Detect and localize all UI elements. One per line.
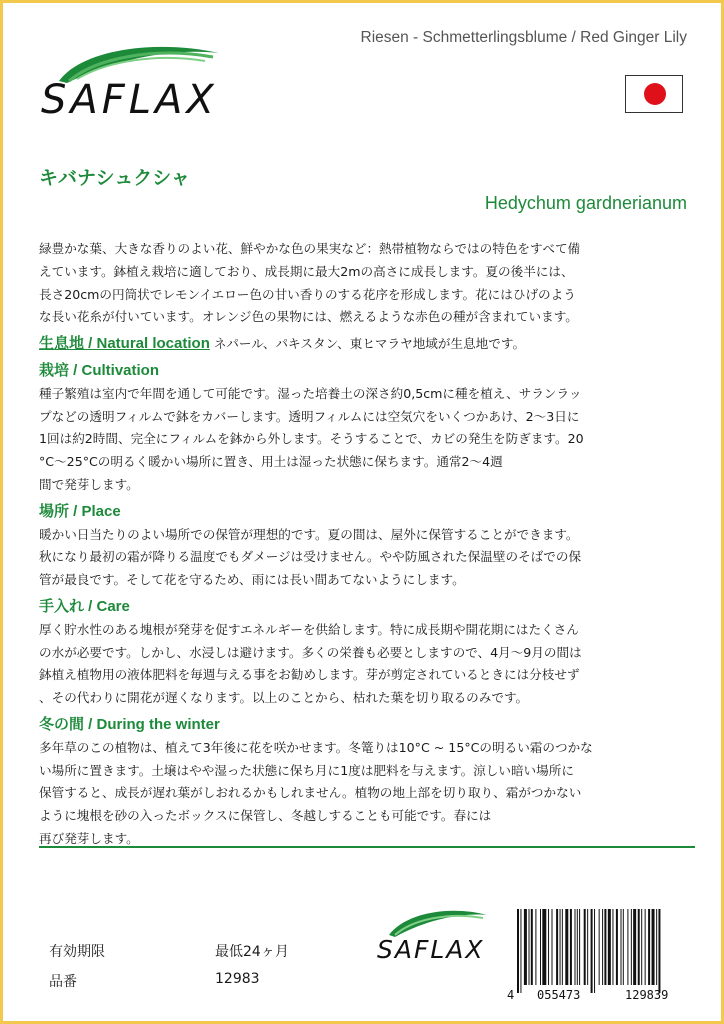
ean-barcode: [505, 909, 697, 1003]
barcode-bar: [648, 909, 650, 985]
barcode-bar: [612, 909, 613, 985]
japan-flag-icon: [625, 75, 683, 113]
barcode-bar: [604, 909, 606, 985]
product-title: Riesen - Schmetterlingsblume / Red Ginger Lily: [360, 29, 687, 46]
section-line: 、その代わりに開花が遅くなります。以上のことから、枯れた葉を切り取るのみです。: [39, 690, 529, 706]
barcode-bar: [584, 909, 586, 985]
barcode-bar: [540, 909, 541, 985]
care-section: [39, 596, 695, 710]
section-line: 多年草のこの植物は、植えて3年後に花を咲かせます。冬篭りは10°C ~ 15°Cの明るい霜のつかな: [39, 739, 593, 755]
section-line: 1回は約2時間、完全にフィルムを鉢から外します。そうすることで、カビの発生を防ぎます。20: [39, 431, 584, 447]
section-line: い場所に置きます。土壌はやや湿った状態に保ち月に1度は肥料を与えます。涼しい暗い場所に: [39, 762, 574, 778]
intro-line: 長さ20cmの円筒状でレモンイエロー色の甘い香りのする花序を形成します。花にはひげのよう: [39, 286, 576, 302]
barcode-bar: [599, 909, 600, 985]
barcode-bar: [575, 909, 576, 985]
section-line: 間で発芽します。: [39, 476, 139, 492]
barcode-bar: [542, 909, 546, 985]
divider-line: [39, 846, 695, 848]
saflax-logo-small: [375, 905, 495, 975]
flag-disc: [644, 83, 666, 105]
barcode-bar: [552, 909, 553, 985]
barcode-bar: [535, 909, 536, 985]
barcode-bar: [577, 909, 578, 985]
barcode-left-group: 055473: [537, 988, 581, 1002]
section-line: 種子繁殖は室内で年間を通して可能です。湿った培養土の深さ約0,5cmに種を植え、サランラッ: [39, 385, 582, 401]
barcode-bar: [602, 909, 603, 985]
section-line: 管が最良です。そして花を守るため、雨には長い間あてないようにします。: [39, 572, 465, 588]
natural-location-section: [39, 333, 695, 356]
item-number-label: 品番: [49, 974, 77, 990]
barcode-bar: [608, 909, 611, 985]
barcode-bar: [556, 909, 558, 985]
section-line: 鉢植え植物用の液体肥料を毎週与える事をお勧めします。芽が剪定されているときには分枝せず: [39, 667, 580, 683]
section-line: 保管すると、成長が遅れ葉がしおれるかもしれません。植物の地上部を切り取り、霜がつかない: [39, 785, 582, 801]
barcode-bar: [531, 909, 533, 985]
section-line: °C～25°Cの明るく暖かい場所に置き、用土は湿った状態に保ちます。通常2～4週: [39, 454, 503, 470]
plant-name-latin: Hedychum gardnerianum: [484, 193, 687, 213]
section-line: プなどの透明フィルムで鉢をカバーします。透明フィルムには空気穴をいくつかあけ、2～3日に: [39, 408, 580, 424]
barcode-bar: [579, 909, 580, 985]
barcode-bar: [627, 909, 628, 985]
barcode-bar: [594, 909, 595, 993]
barcode-bar: [656, 909, 657, 985]
care-heading: 手入れ / Care: [39, 597, 130, 615]
barcode-bar: [560, 909, 561, 985]
intro-line: な長い花糸が付いています。オレンジ色の果物には、燃えるような赤色の種が含まれています。: [39, 309, 578, 325]
expiry-value: 最低24ヶ月: [215, 944, 289, 960]
barcode-bar: [631, 909, 632, 985]
expiry-label: 有効期限: [49, 944, 105, 960]
place-heading: 場所 / Place: [39, 502, 121, 520]
barcode-first-digit: 4: [507, 988, 515, 1002]
barcode-bar: [591, 909, 593, 993]
barcode-bar: [587, 909, 588, 985]
intro-line: えています。鉢植え栽培に適しており、成長期に最大2mの高さに成長します。夏の後半には、: [39, 263, 574, 279]
section-line: の水が必要です。しかし、水浸しは避けます。多くの栄養も必要としますので、4月～9月の間は: [39, 644, 582, 660]
barcode-bar: [529, 909, 530, 985]
barcode-bar: [641, 909, 642, 985]
section-line: 暖かい日当たりのよい場所での保管が理想的です。夏の間は、屋外に保管することができます。: [39, 526, 579, 542]
barcode-bar: [520, 909, 521, 993]
plant-name-jp: キバナシュクシャ: [39, 167, 190, 189]
barcode-bar: [517, 909, 519, 993]
barcode-bar: [562, 909, 563, 985]
leaf-swoosh-icon: [375, 905, 495, 939]
barcode-bar: [616, 909, 618, 985]
intro-paragraph: [39, 238, 695, 329]
saflax-logo: [37, 37, 237, 125]
winter-heading: 冬の間 / During the winter: [39, 715, 220, 733]
brand-wordmark: SAFLAX: [41, 77, 218, 123]
intro-line: 緑豊かな葉、大きな香りのよい花、鮮やかな色の果実など：熱帯植物ならではの特色をすべて備: [39, 241, 581, 256]
barcode-bar: [623, 909, 624, 985]
barcode-bar: [621, 909, 622, 985]
description-body: [39, 237, 695, 851]
barcode-bar: [633, 909, 636, 985]
barcode-bar: [658, 909, 660, 993]
cultivation-section: [39, 360, 695, 497]
barcode-bar: [638, 909, 640, 985]
section-line: 秋になり最初の霜が降りる温度でもダメージは受けません。やや防風された保温壁のそばでの保: [39, 549, 582, 565]
barcode-bar: [524, 909, 527, 985]
barcode-bar: [548, 909, 549, 985]
brand-wordmark-small: SAFLAX: [377, 935, 485, 964]
section-line: 再び発芽します。: [39, 830, 139, 846]
barcode-bars: [517, 909, 660, 993]
winter-section: [39, 714, 695, 851]
barcode-bar: [565, 909, 568, 985]
item-number-value: 12983: [215, 971, 260, 987]
barcode-right-group: 129839: [625, 988, 669, 1002]
place-section: [39, 501, 695, 592]
section-line: ように塊根を砂の入ったボックスに保管し、冬越しすることも可能です。春には: [39, 808, 492, 824]
barcode-bar: [652, 909, 655, 985]
section-line: 厚く貯水性のある塊根が発芽を促すエネルギーを供給します。特に成長期や開花期にはたくさん: [39, 621, 579, 637]
natural-location-text: ネパール、パキスタン、東ヒマラヤ地域が生息地です。: [209, 336, 526, 352]
cultivation-heading: 栽培 / Cultivation: [39, 361, 160, 379]
barcode-bar: [645, 909, 646, 985]
barcode-bar: [570, 909, 572, 985]
natural-location-heading: 生息地 / Natural location: [39, 335, 210, 353]
